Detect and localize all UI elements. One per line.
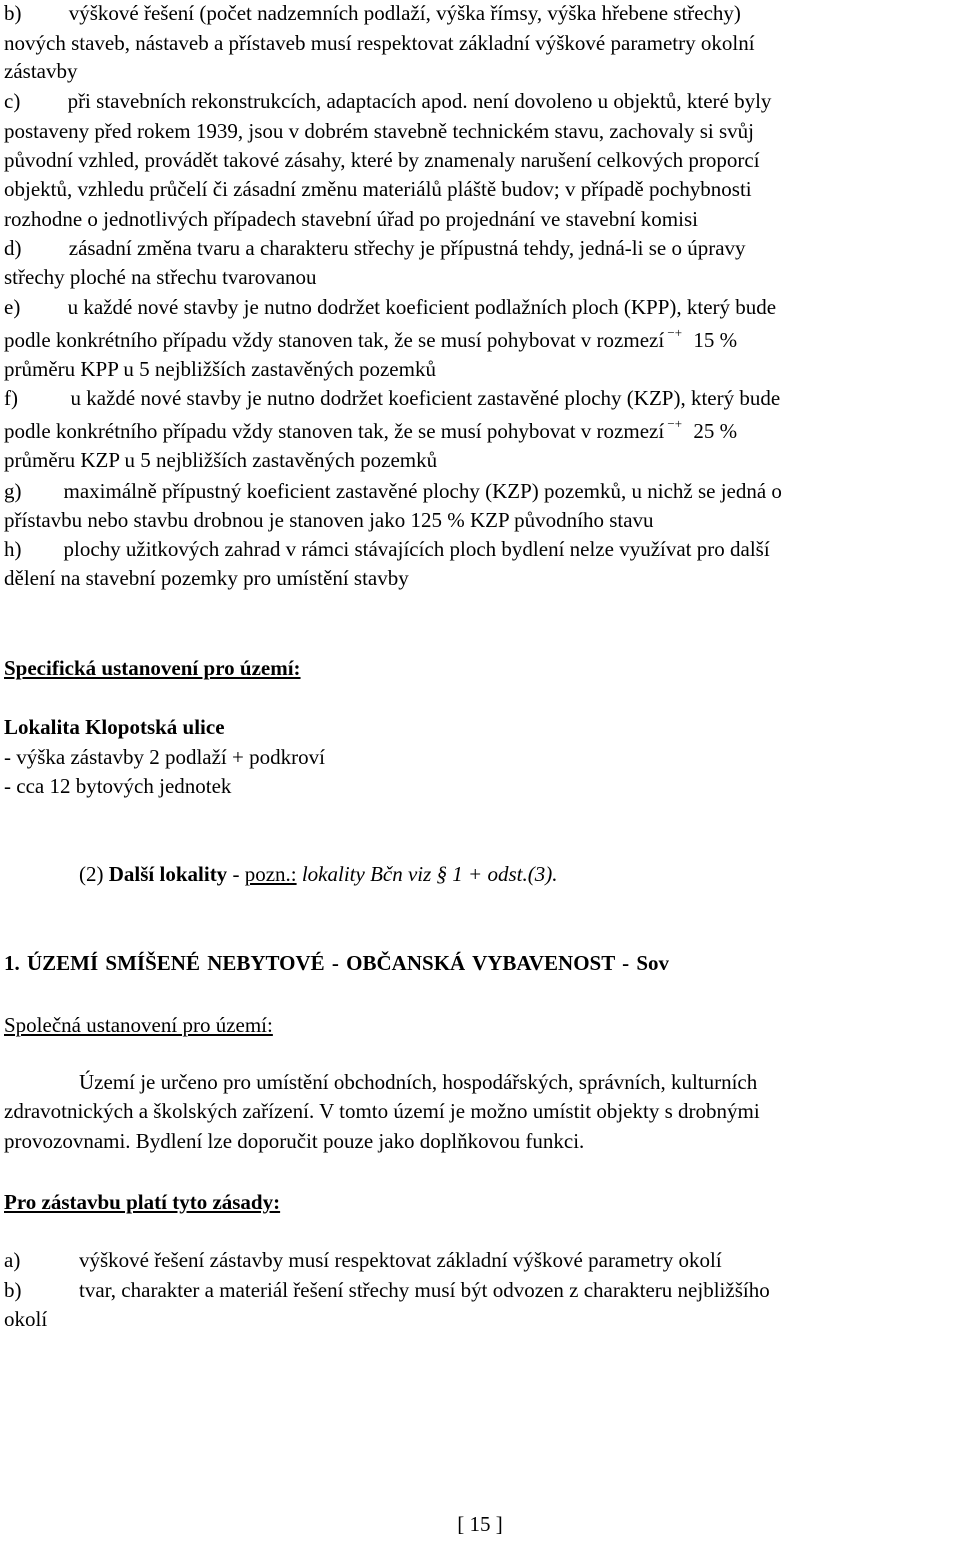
locality-item-height: - výška zástavby 2 podlaží + podkroví [4,745,325,769]
item-c-line-5: rozhodne o jednotlivých případech stavební úřad po projednání ve stavební komisi [4,207,698,231]
note-abbrev: pozn.: [244,862,297,886]
rule-a-text: výškové řešení zástavby musí respektovat základní výškové parametry okolí [79,1248,722,1272]
item-c-line-1: c) při stavebních rekonstrukcích, adaptacích apod. není dovoleno u objektů, které byly [4,89,772,113]
building-rules-heading: Pro zástavbu platí tyto zásady: [4,1190,281,1214]
item-h-line-1: h) plochy užitkových zahrad v rámci stávajících ploch bydlení nelze využívat pro další [4,537,770,561]
item-d-line-1: d) zásadní změna tvaru a charakteru střechy je přípustná tehdy, jedná-li se o úpravy [4,236,746,260]
common-provisions-heading: Společná ustanovení pro území: [4,1013,273,1037]
other-localities-line [79,859,557,889]
item-b-line-2: nových staveb, nástaveb a přístaveb musí respektovat základní výškové parametry okolní [4,31,755,55]
other-localities-prefix: (2) [79,862,109,886]
rule-b-marker: b) [4,1278,22,1302]
section-1-heading: 1. ÚZEMÍ SMÍŠENÉ NEBYTOVÉ - OBČANSKÁ VYBAVENOST - Sov [4,951,670,975]
item-e-range-text: podle konkrétního případu vždy stanoven tak, že se musí pohybovat v rozmezí [4,328,665,352]
item-f-line-1: f) u každé nové stavby je nutno dodržet koeficient zastavěné plochy (KZP), který bude [4,386,781,410]
locality-item-units: - cca 12 bytových jednotek [4,774,232,798]
item-c-line-4: objektů, vzhledu průčelí či zásadní změnu materiálů pláště budov; v případě pochybnosti [4,177,752,201]
rule-b [4,1275,770,1305]
item-g-line-2: přístavbu nebo stavbu drobnou je stanoven jako 125 % KZP původního stavu [4,508,654,532]
rule-a [4,1245,722,1275]
item-g-line-1: g) maximálně přípustný koeficient zastavěné plochy (KZP) pozemků, u nichž se jedná o [4,479,782,503]
rule-b-text: tvar, charakter a materiál řešení střechy musí být odvozen z charakteru nejbližšího [79,1278,770,1302]
rule-a-marker: a) [4,1248,21,1272]
locality-title: Lokalita Klopotská ulice [4,715,225,739]
item-e-line-3: průměru KPP u 5 nejbližších zastavěných pozemků [4,357,436,381]
item-d-line-2: střechy ploché na střechu tvarovanou [4,265,317,289]
other-localities-ref: lokality Bčn viz § 1 + odst.(3). [296,862,558,886]
item-e-range-value: 15 % [693,328,738,352]
plus-minus-sign: −+ [667,325,683,340]
item-e-line-1: e) u každé nové stavby je nutno dodržet koeficient podlažních ploch (KPP), který bude [4,295,777,319]
item-c-line-2: postaveny před rokem 1939, jsou v dobrém stavebně technickém stavu, zachovaly si svůj [4,119,754,143]
item-b-line-3: zástavby [4,59,78,83]
item-f-range-value: 25 % [693,419,738,443]
common-text-line-3: provozovnami. Bydlení lze doporučit pouze jako doplňkovou funkci. [4,1129,585,1153]
item-c-line-3: původní vzhled, provádět takové zásahy, které by znamenaly narušení celkových proporcí [4,148,760,172]
item-f-range-text: podle konkrétního případu vždy stanoven tak, že se musí pohybovat v rozmezí [4,419,665,443]
common-text-line-1: Území je určeno pro umístění obchodních, hospodářských, správních, kulturních [79,1070,758,1094]
plus-minus-sign: −+ [667,416,683,431]
other-localities-label: Další lokality [108,862,228,886]
rule-b-continuation: okolí [4,1307,48,1331]
page-number: [ 15 ] [457,1512,503,1536]
item-h-line-2: dělení na stavební pozemky pro umístění stavby [4,566,409,590]
item-b-line-1: b) výškové řešení (počet nadzemních podlaží, výška římsy, výška hřebene střechy) [4,1,741,25]
specific-provisions-heading: Specifická ustanovení pro území: [4,656,301,680]
common-text-line-2: zdravotnických a školských zařízení. V tomto území je možno umístit objekty s drobnými [4,1099,760,1123]
other-localities-dash: - [227,862,245,886]
item-f-line-3: průměru KZP u 5 nejbližších zastavěných pozemků [4,448,438,472]
